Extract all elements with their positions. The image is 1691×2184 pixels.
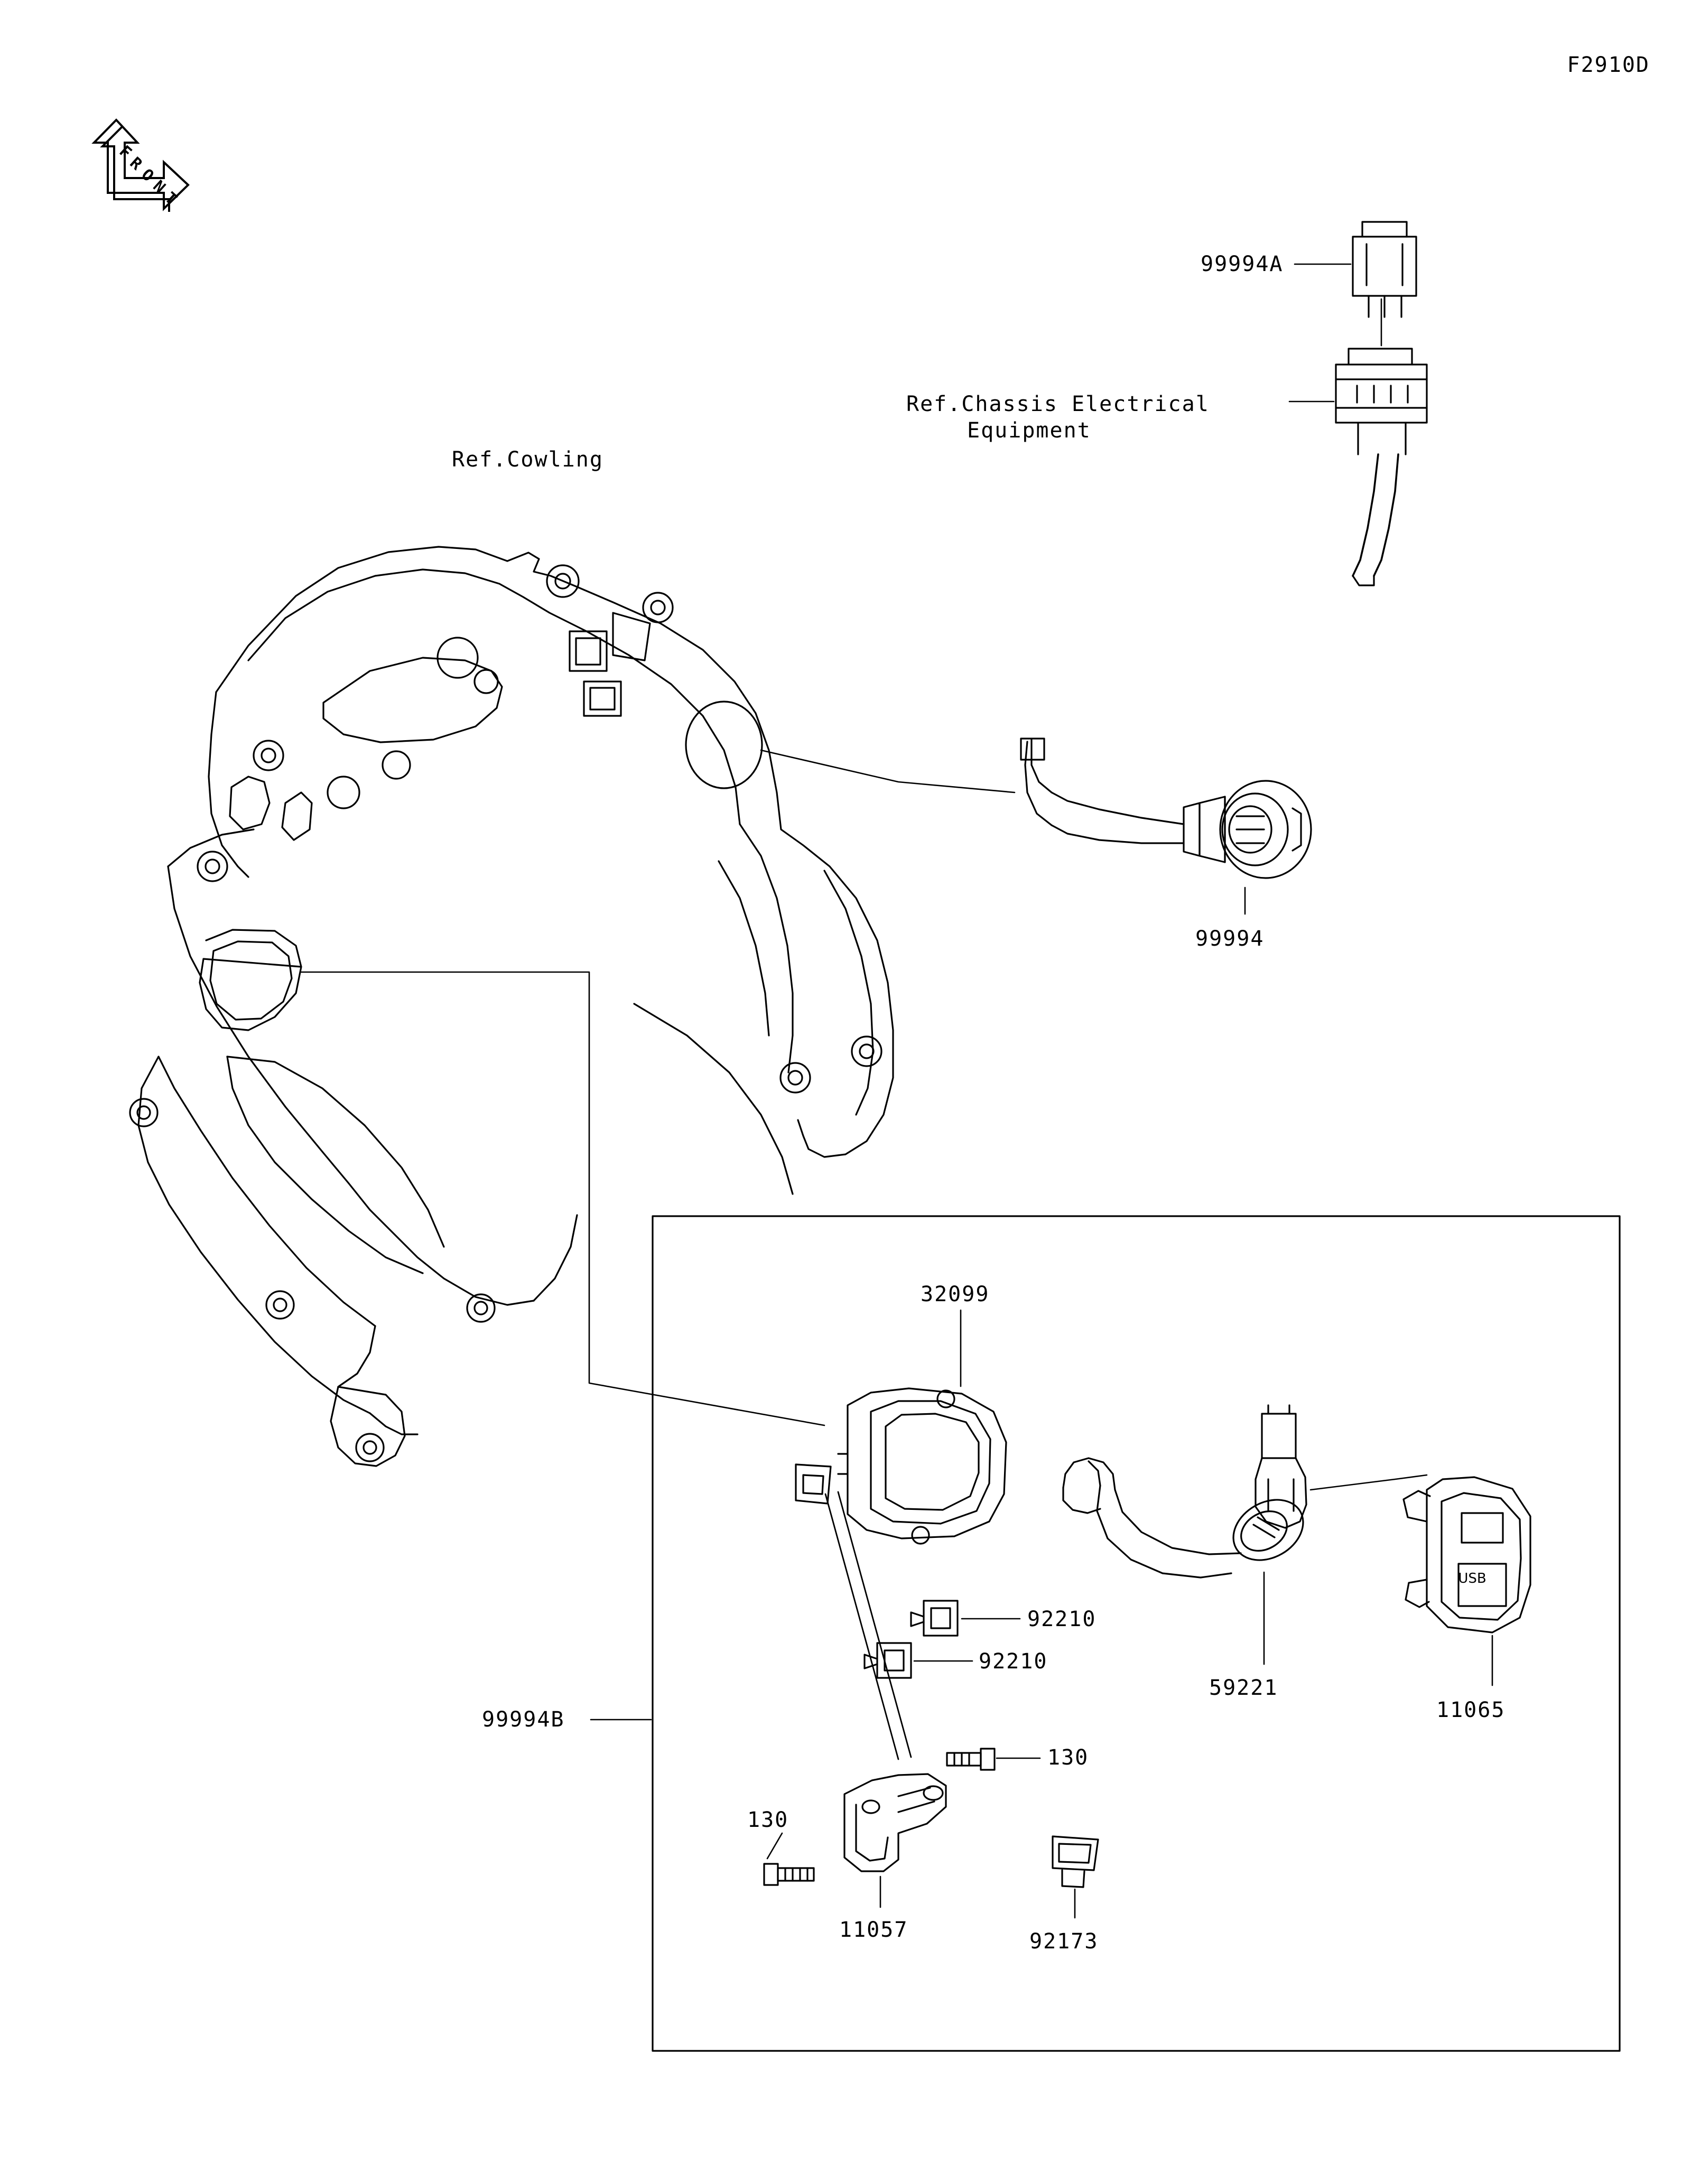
label-part-11057: 11057 [839,1918,908,1942]
svg-text:T: T [161,188,181,209]
power-outlet-99994 [1021,739,1311,878]
label-part-130-right: 130 [1047,1746,1089,1770]
label-part-92210-upper: 92210 [1027,1607,1097,1631]
label-ref-chassis-electrical-line1: Ref.Chassis Electrical [906,392,1210,416]
clamp-92173 [1053,1836,1098,1887]
bolt-130-right [947,1749,995,1770]
label-part-99994: 99994 [1195,927,1265,951]
svg-text:O: O [137,165,157,186]
cable-59221 [1063,1405,1314,1578]
label-part-99994a: 99994A [1201,252,1284,276]
label-part-130-left: 130 [747,1808,789,1832]
label-part-11065: 11065 [1436,1698,1506,1722]
label-part-59221: 59221 [1209,1676,1278,1700]
label-part-92210-lower: 92210 [979,1649,1048,1674]
svg-text:R: R [126,153,146,174]
cowling-assembly [130,547,893,1466]
bracket-11057 [844,1774,946,1871]
label-part-32099: 32099 [921,1282,990,1306]
svg-text:F: F [115,142,135,163]
bolt-130-left [764,1864,814,1885]
label-ref-chassis-electrical-line2: Equipment [967,418,1091,443]
label-ref-cowling: Ref.Cowling [452,447,603,472]
label-part-99994b: 99994B [482,1707,565,1732]
cap-11065 [1404,1477,1530,1632]
relay-99994a [1353,222,1416,317]
drawing-code: F2910D [1567,53,1650,77]
clip-92210-upper [911,1601,958,1636]
svg-text:N: N [149,176,169,198]
case-32099 [796,1388,1006,1544]
label-part-92173: 92173 [1029,1929,1099,1954]
connector-chassis-electrical [1336,349,1427,585]
svg-text:USB: USB [1458,1571,1486,1586]
